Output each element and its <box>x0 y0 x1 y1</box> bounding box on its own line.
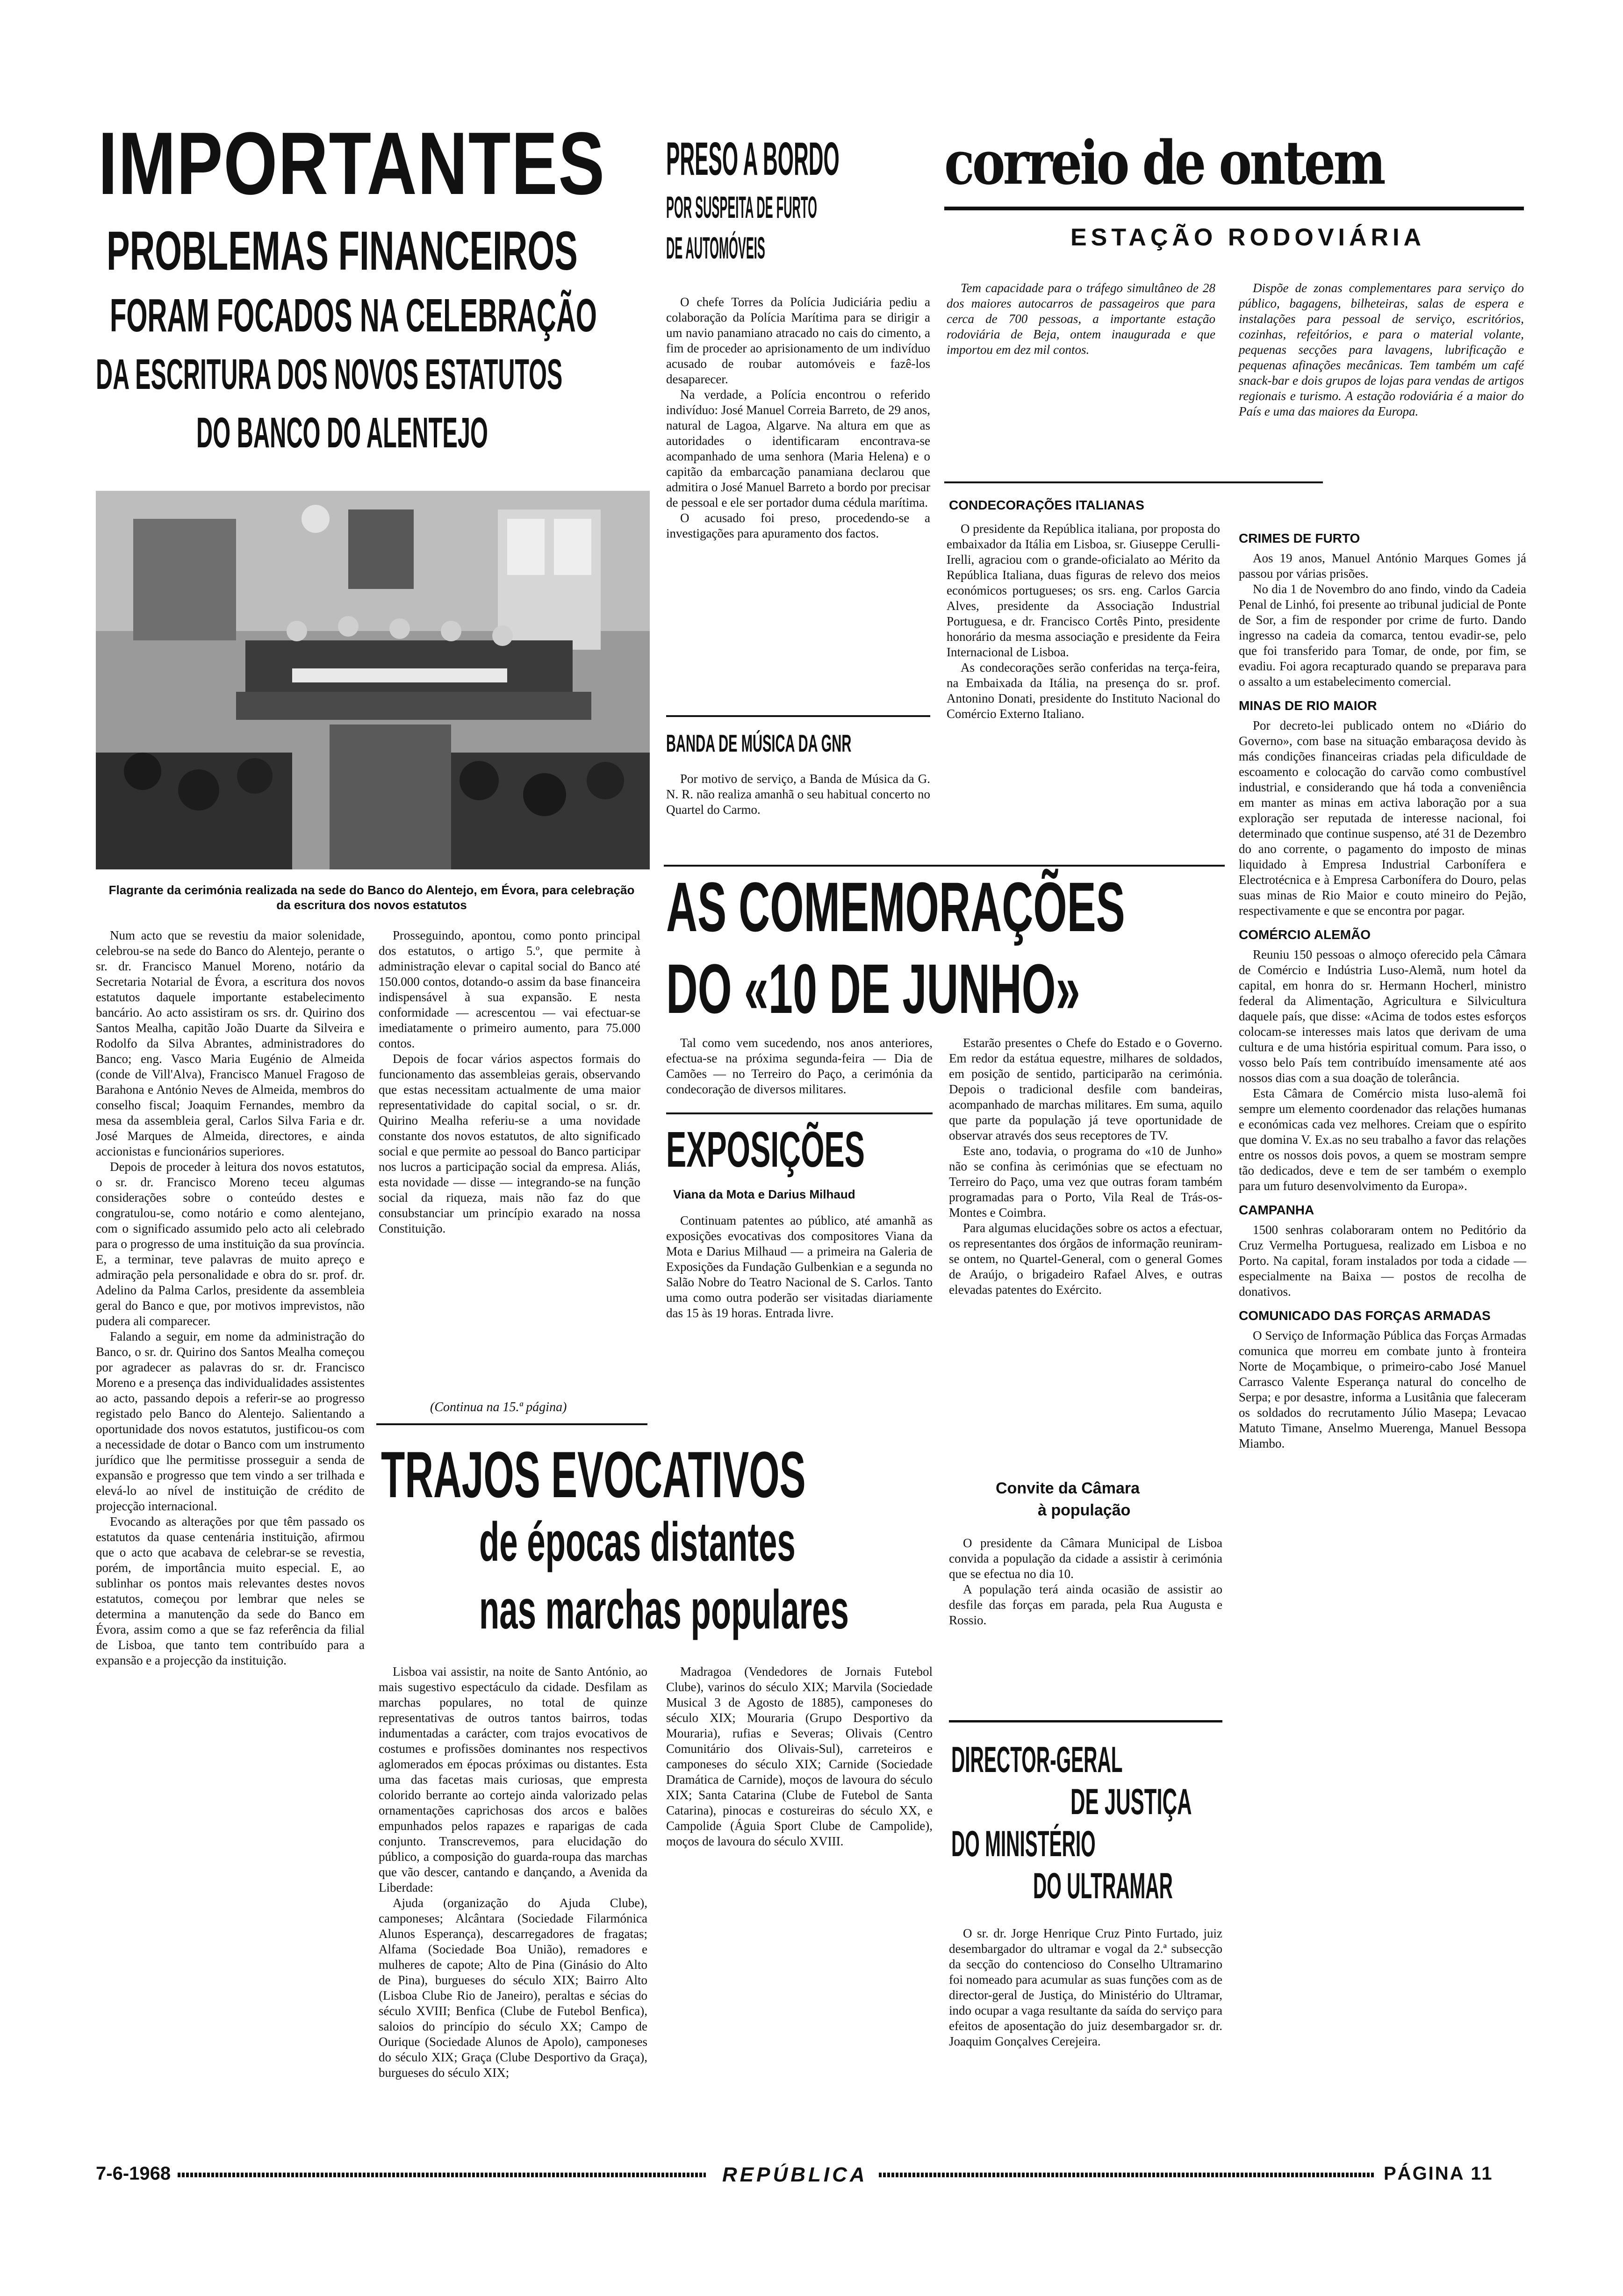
comercio-paragraph: Esta Câmara de Comércio mista luso-alemã foi sempre um elemento coordenador das relações humanas e económicas cada vez melhores. Creiam que o espírito que domina V. Ex.as no seu trabalho a favor das relações entre os nossos dois povos, a quem se mostram sempre tão dedicados, deve e tem de ser também o exemplo para um futuro desenvolvimento da Europa». <box>1239 1086 1526 1193</box>
crimes-headline: CRIMES DE FURTO <box>1239 531 1360 545</box>
comercio-paragraph: Reuniu 150 pessoas o almoço oferecido pela Câmara de Comércio e Indústria Luso-Alemã, num hotel da capital, em honra do sr. Hermann Hocherl, ministro federal da Alimentação, Agricultura e Silvicultura daquele país, que disse: «Acima de todos estes esforços colocam-se interesses mais latos que derivam de uma cultura e de uma história espiritual comum. Para isso, o vosso belo País tem contribuído imensamente até aos nossos dias com a sua doação de tolerância. <box>1239 947 1526 1085</box>
comemoracoes-paragraph: Para algumas elucidações sobre os actos a efectuar, os representantes dos órgãos de informação reuniram-se ontem, no Quartel-General, com o general Gomes de Araújo, o brigadeiro Rafael Alves, e outras elevadas patentes do Exército. <box>949 1221 1222 1297</box>
preso-body <box>666 294 930 541</box>
main-story-paragraph: Evocando as alterações por que têm passado os estatutos da quase centenária instituição, afirmou que o acto que acabava de celebrar-se se revestia, porém, de importância muito especial. E, ao sublinhar os pontos mais relevantes destes novos estatutos, começou por lembrar que neles se determina a manutenção da sede do Banco em Évora, assim como a que se faz referência da filial de Lisboa, que tanto tem contribuído para a expansão e a projecção da instituição. <box>96 1514 365 1667</box>
divider <box>944 481 1323 483</box>
comemoracoes-headline-1: AS COMEMORAÇÕES <box>666 868 1125 946</box>
trajos-headline-2: de épocas distantes <box>479 1511 796 1573</box>
exposicoes-paragraph: Continuam patentes ao público, até amanhã as exposições evocativas dos compositores Viana da Mota e Darius Milhaud — a primeira na Galeria de Exposições da Fundação Gulbenkian e a segunda no Salão Nobre do Teatro Nacional de S. Carlos. Tanto uma como outra poderão ser visitadas diariamente das 15 às 19 horas. Entrada livre. <box>666 1213 933 1320</box>
footer-rule-right <box>879 2173 1374 2177</box>
masthead-rule <box>944 207 1524 210</box>
main-headline-2: PROBLEMAS FINANCEIROS <box>107 220 578 282</box>
director-body <box>949 1926 1222 2049</box>
footer-paper-name: REPÚBLICA <box>722 2163 868 2186</box>
campanha-paragraph: 1500 senhras colaboraram ontem no Peditório da Cruz Vermelha Portuguesa, realizado em Lisboa e no Porto. Na capital, foram instalados por toda a cidade — especialmente na Baixa — postos de recolha de donativos. <box>1239 1223 1526 1299</box>
banda-body <box>666 771 930 818</box>
divider <box>666 715 930 717</box>
convite-body <box>949 1535 1222 1628</box>
divider <box>666 1112 933 1114</box>
director-headline-3: DO MINISTÉRIO <box>951 1823 1096 1864</box>
trajos-headline-1: TRAJOS EVOCATIVOS <box>381 1438 806 1511</box>
correio-masthead: correio de ontem <box>944 128 1384 198</box>
campanha-headline: CAMPANHA <box>1239 1203 1314 1217</box>
main-headline-1: IMPORTANTES <box>98 114 605 213</box>
main-story-paragraph: Depois de proceder à leitura dos novos estatutos, o sr. dr. Francisco Moreno teceu algumas considerações sobre o conteúdo destes e congratulou-se, como notário e como alentejano, com o significado assumido pelo acto ali celebrado para o progresso de uma instituição da sua província. E, a terminar, teve palavras de muito apreço e admiração pela personalidade e obra do sr. prof. dr. Adelino da Palma Carlos, presidente da assembleia geral do Banco e que, por motivos imprevistos, não pudera ali comparecer. <box>96 1160 365 1328</box>
correio-body-1 <box>947 280 1215 358</box>
banda-headline: BANDA DE MÚSICA DA GNR <box>666 730 852 757</box>
main-headline-3: FORAM FOCADOS NA CELEBRAÇÃO <box>110 289 597 342</box>
convite-headline-1: Convite da Câmara <box>996 1479 1140 1497</box>
right-column <box>1239 498 1526 1451</box>
comunicado-paragraph: O Serviço de Informação Pública das Forças Armadas comunica que morreu em combate junto à fronteira Norte de Moçambique, o primeiro-cabo José Manuel Carrasco Valente Esperança natural do concelho de Serpa; e por desastre, informa a Lusitânia que faleceram os soldados do recrutamento Júlio Masepa; Levacao Matuto Timane, Anselmo Muerenga, Manuel Bessopa Miambo. <box>1239 1328 1526 1450</box>
continued-note: (Continua na 15.ª página) <box>430 1400 567 1414</box>
preso-headline-1: PRESO A BORDO <box>666 133 840 185</box>
condecoracoes-paragraph: O presidente da República italiana, por proposta do embaixador da Itália em Lisboa, sr. Giuseppe Cerulli-Irelli, agraciou com o grande-oficialato ao Mérito da República Italiana, duas figuras de relevo dos meios económicos portugueses; os srs. eng. Carlos Garcia Alves, presidente da Associação Industrial Portuguesa, e dr. Francisco Cortês Pinto, presidente honorário da mesma associação e presidente da Feira Internacional de Lisboa. <box>947 522 1220 659</box>
trajos-paragraph: Lisboa vai assistir, na noite de Santo António, ao mais sugestivo espectáculo da cidade. Desfilam as marchas populares, no total de quinze representativas de outros tantos bairros, todas indumentadas a carácter, com trajos evocativos de costumes e profissões dominantes nos respectivos aglomerados em épocas próximas ou distantes. Esta uma das facetas mais curiosas, que empresta colorido berrante ao cortejo ainda valorizado pelas ornamentações caprichosas dos arcos e balões empunhados pelos rapazes e raparigas de cada conjunto. Transcrevemos, para elucidação do público, a composição do guarda-roupa das marchas que vão descer, cantando e dançando, a Avenida da Liberdade: <box>379 1665 647 1894</box>
comemoracoes-col-2 <box>949 1035 1222 1298</box>
trajos-headline-3: nas marchas populares <box>479 1579 849 1641</box>
condecoracoes-paragraph: As condecorações serão conferidas na terça-feira, na Embaixada da Itália, na presença do sr. prof. Antonino Donati, presidente do Instituto Nacional do Comércio Externo Italiano. <box>947 660 1220 721</box>
footer-page-number: PÁGINA 11 <box>1384 2163 1494 2184</box>
banda-paragraph: Por motivo de serviço, a Banda de Música da G. N. R. não realiza amanhã o seu habitual concerto no Quartel do Carmo. <box>666 772 930 817</box>
footer-date: 7-6-1968 <box>96 2163 171 2184</box>
divider <box>664 865 1225 867</box>
trajos-paragraph: Ajuda (organização do Ajuda Clube), camponeses; Alcântara (Sociedade Filarmónica Alunos Esperança), descarregadores de fragatas; Alfama (Sociedade Boa União), remadores e mulheres de capote; Alto de Pina (Ginásio do Alto de Pina), burgueses do século XIX; Bairro Alto (Lisboa Clube Rio de Janeiro), peraltas e sécias do século XVIII; Benfica (Clube de Futebol Benfica), saloios do princípio do século XX; Campo de Ourique (Sociedade Alunos de Apolo), camponeses do século XIX; Graça (Clube Desportivo da Graça), burgueses do século XIX; <box>379 1896 647 2080</box>
correio-paragraph: Dispõe de zonas complementares para serviço do público, bagagens, bilheteiras, salas de espera e instalações para pessoal de serviço, escritórios, cozinhas, refeitórios, e para o material volante, pequenas secções para lavagens, lubrificação e pequenas afinações mecânicas. Tem também um café snack-bar e dois grupos de lojas para vendas de artigos regionais e turismo. A estação rodoviária é a maior do País e uma das maiores da Europa. <box>1239 281 1524 418</box>
comemoracoes-headline-2: DO «10 DE JUNHO» <box>666 949 1080 1028</box>
condecoracoes-body <box>947 521 1220 722</box>
photo-caption: Flagrante da cerimónia realizada na sede do Banco do Alentejo, em Évora, para celebração da escritura dos novos estatutos <box>108 883 635 912</box>
convite-paragraph: A população terá ainda ocasião de assistir ao desfile das forças em parada, pela Rua Augusta e Rossio. <box>949 1582 1222 1627</box>
director-headline-4: DO ULTRAMAR <box>1033 1865 1173 1906</box>
main-story-paragraph: Prosseguindo, apontou, como ponto principal dos estatutos, o artigo 5.º, que permite à administração elevar o capital social do Banco até 150.000 contos, dotando-o assim da base financeira indispensável à sua expansão. E nesta conformidade — acrescentou — vai efectuar-se imediatamente o primeiro aumento, para 75.000 contos. <box>379 928 640 1050</box>
convite-paragraph: O presidente da Câmara Municipal de Lisboa convida a população da cidade a assistir à cerimónia que se efectua no dia 10. <box>949 1536 1222 1581</box>
ceremony-photo-illustration <box>96 491 650 869</box>
divider <box>376 1423 647 1425</box>
comunicado-headline: COMUNICADO DAS FORÇAS ARMADAS <box>1239 1308 1491 1323</box>
exposicoes-body <box>666 1213 933 1321</box>
preso-paragraph: O chefe Torres da Polícia Judiciária pediu a colaboração da Polícia Marítima para se dirigir a um navio panamiano atracado no cais do cimento, a fim de proceder ao aprisionamento de um indivíduo acusado de roubar automóveis e fazê-los desaparecer. <box>666 295 930 386</box>
trajos-col-2 <box>666 1664 933 1849</box>
comemoracoes-col-1 <box>666 1035 933 1097</box>
main-headline-5: DO BANCO DO ALENTEJO <box>196 409 488 457</box>
convite-headline-2: à população <box>1038 1501 1131 1519</box>
director-headline-2: DE JUSTIÇA <box>1070 1781 1192 1822</box>
condecoracoes-headline: CONDECORAÇÕES ITALIANAS <box>949 498 1144 512</box>
preso-headline-3: DE AUTOMÓVEIS <box>666 230 765 265</box>
comemoracoes-paragraph: Estarão presentes o Chefe do Estado e o Governo. Em redor da estátua equestre, milhares de soldados, em posição de sentido, participarão na cerimónia. Depois o tradicional desfile com bandeiras, acompanhado de marchas militares. Em suma, aquilo que parte da população já teve oportunidade de observar através dos seus receptores de TV. <box>949 1036 1222 1142</box>
director-headline-1: DIRECTOR-GERAL <box>951 1739 1123 1780</box>
main-story-column-1 <box>96 928 365 1668</box>
comercio-headline: COMÉRCIO ALEMÃO <box>1239 927 1371 942</box>
correio-section: ESTAÇÃO RODOVIÁRIA <box>1070 224 1426 251</box>
crimes-paragraph: Aos 19 anos, Manuel António Marques Gomes já passou por várias prisões. <box>1239 551 1526 581</box>
preso-headline-2: POR SUSPEITA DE FURTO <box>666 190 817 224</box>
exposicoes-headline: EXPOSIÇÕES <box>666 1121 865 1177</box>
preso-paragraph: O acusado foi preso, procedendo-se a investigações para apuramento dos factos. <box>666 511 930 540</box>
comemoracoes-paragraph: Tal como vem sucedendo, nos anos anteriores, efectua-se na próxima segunda-feira — Dia de Camões — no Terreiro do Paço, a cerimónia da condecoração de diversos militares. <box>666 1036 933 1096</box>
main-story-column-2 <box>379 928 640 1236</box>
trajos-col-1 <box>379 1664 647 2081</box>
trajos-paragraph: Madragoa (Vendedores de Jornais Futebol Clube), varinos do século XIX; Marvila (Sociedade Musical 3 de Agosto de 1885), camponeses do século XIX; Mouraria (Grupo Desportivo da Mouraria), rufias e Severas; Olivais (Centro Comunitário dos Olivais-Sul), carreteiros e camponeses do século XIX; Carnide (Sociedade Dramática de Carnide), moços de lavoura do século XIX; Santa Catarina (Clube de Futebol de Santa Catarina), pinocas e costureiras do século XX, e Campolide (Águia Sport Clube de Campolide), moços de lavoura do século XVIII. <box>666 1665 933 1848</box>
divider <box>949 1720 1222 1722</box>
exposicoes-subhead: Viana da Mota e Darius Milhaud <box>673 1187 855 1201</box>
ceremony-photo <box>96 491 650 869</box>
minas-paragraph: Por decreto-lei publicado ontem no «Diário do Governo», com base na situação embaraçosa devido às más condições financeiras criadas pela dificuldade de escoamento e colocação do carvão como combustível industrial, e considerando que há toda a conveniência em manter as minas em activa laboração por a sua exploração ser reputada de interesse nacional, foi determinado que continue suspenso, até 31 de Dezembro do ano corrente, o pagamento do imposto de minas liquidado à Empresa Industrial Carbonífera e Electrotécnica e à Empresa Carbonífera do Douro, pelas suas minas de Rio Maior e couto mineiro do Pejão, respectivamente e que se encontra por pagar. <box>1239 718 1526 918</box>
minas-headline: MINAS DE RIO MAIOR <box>1239 698 1377 713</box>
director-paragraph: O sr. dr. Jorge Henrique Cruz Pinto Furtado, juiz desembargador do ultramar e vogal da 2.ª subsecção da secção do contencioso do Conselho Ultramarino foi nomeado para acumular as suas funções com as de director-geral de Justiça, do Ministério do Ultramar, indo ocupar a vaga resultante da saída do serviço para efeitos de aposentação do juiz desembargador sr. dr. Joaquim Gonçalves Cerejeira. <box>949 1926 1222 2048</box>
comemoracoes-paragraph: Este ano, todavia, o programa do «10 de Junho» não se confina às cerimónias que se efectuam no Terreiro do Paço, uma vez que outras foram também programadas para o Porto, Vila Real de Trás-os-Montes e Coimbra. <box>949 1144 1222 1220</box>
footer-rule-left <box>178 2173 706 2177</box>
main-headline-4: DA ESCRITURA DOS NOVOS ESTATUTOS <box>96 351 563 398</box>
crimes-paragraph: No dia 1 de Novembro do ano findo, vindo da Cadeia Penal de Linhó, foi presente ao tribunal judicial de Ponte de Sor, a fim de responder por crime de furto. Dando ingresso na cadeia da comarca, tentou evadir-se, pelo que foi transferido para Tomar, de onde, por fim, se evadiu. Foi agora recapturado quando se preparava para o assalto a um estabelecimento comercial. <box>1239 582 1526 689</box>
preso-paragraph: Na verdade, a Polícia encontrou o referido indivíduo: José Manuel Correia Barreto, de 29 anos, natural de Lagoa, Algarve. Na altura em que as autoridades o identificaram encontrava-se acompanhado de uma senhora (Maria Helena) e o capitão da embarcação panamiana declarou que admitira o José Manuel Barreto a bordo por precisar de pessoal e ele ser portador duma cédula marítima. <box>666 387 930 509</box>
correio-body-2 <box>1239 280 1524 419</box>
main-story-paragraph: Depois de focar vários aspectos formais do funcionamento das assembleias gerais, observando que estas necessitam actualmente de uma maior representatividade do capital social, o sr. dr. Quirino Mealha referiu-se a uma novidade constante dos novos estatutos, de alto significado social e que permite ao pessoal do Banco participar nos lucros a participação social da empresa. Aliás, esta novidade — disse — integrando-se na função social da riqueza, mais não faz do que consubstanciar um princípio exarado na nossa Constituição. <box>379 1052 640 1235</box>
main-story-paragraph: Falando a seguir, em nome da administração do Banco, o sr. dr. Quirino dos Santos Mealha começou por agradecer as palavras do sr. dr. Francisco Moreno e a presença das individualidades assistentes ao acto, passando depois a referir-se ao progresso registado pelo Banco do Alentejo. Salientando a oportunidade dos novos estatutos, justificou-os com a necessidade de dotar o Banco com um instrumento jurídico que lhe permitisse prosseguir a senda de expansão e progresso que tem vindo a ser trilhada e elevá-lo ao nível de instituição de crédito de projecção internacional. <box>96 1329 365 1513</box>
correio-paragraph: Tem capacidade para o tráfego simultâneo de 28 dos maiores autocarros de passageiros que para cerca de 700 pessoas, a importante estação rodoviária de Beja, ontem inaugurada e que importou em dez mil contos. <box>947 281 1215 357</box>
main-story-paragraph: Num acto que se revestiu da maior solenidade, celebrou-se na sede do Banco do Alentejo, perante o sr. dr. Francisco Manuel Moreno, notário da Secretaria Notarial de Évora, a escritura dos novos estatutos daquele importante estabelecimento bancário. Ao acto assistiram os srs. dr. Quirino dos Santos Mealha, capitão João Duarte da Silveira e Rodolfo da Silva Abrantes, administradores do Banco; eng. Vasco Maria Eugénio de Almeida (conde de Vill'Alva), Francisco Manuel Fragoso de Barahona e António Neves de Almeida, membros do conselho fiscal; Joaquim Fernandes, membro da mesa da assembleia geral, Carlos Silva Faria e dr. José Marques de Almeida, directores, e ainda accionistas e funcionários superiores. <box>96 928 365 1158</box>
